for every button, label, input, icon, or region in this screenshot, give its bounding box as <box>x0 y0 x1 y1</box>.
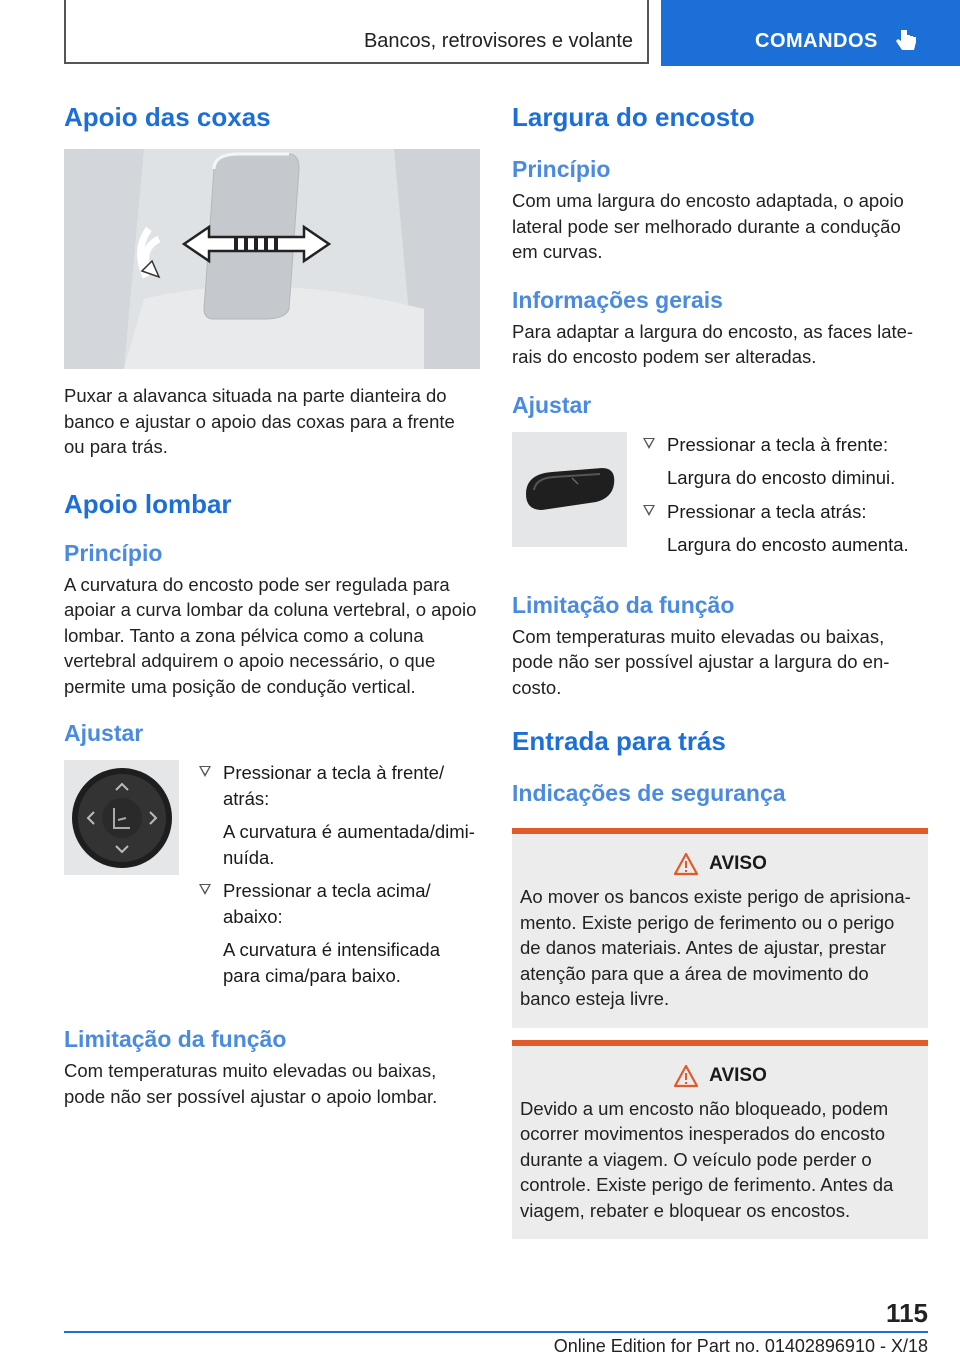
page-number: 115 <box>886 1298 928 1328</box>
width-switch-illustration <box>512 432 627 547</box>
heading-lumbar-adjust: Ajustar <box>64 720 144 746</box>
pointing-hand-icon <box>893 26 921 54</box>
warning-box-2 <box>512 1040 928 1240</box>
warning-text-2: Devido a um encosto não bloqueado, podem ocorrer movimentos inesperados do encosto durante a viagem. O veículo pode perder o controle. Existe perigo de ferimento. Antes da viagem, rebater e bloquear os encostos. <box>520 1097 894 1221</box>
header-chapter-label: COMANDOS <box>755 30 878 52</box>
header-section-box <box>64 0 649 64</box>
triangle-bullet-icon <box>199 766 211 777</box>
width-adjust-block <box>512 432 928 558</box>
warning-label: AVISO <box>709 853 767 874</box>
width-limitation-text: Com temperaturas muito elevadas ou baixas, pode não ser possível ajustar a largura do encosto. <box>512 625 890 698</box>
heading-general-info: Informações gerais <box>512 286 723 313</box>
width-switch-image <box>512 432 627 547</box>
lumbar-limitation-text: Com temperaturas muito elevadas ou baixas, pode não ser possível ajustar o apoio lombar. <box>64 1060 438 1107</box>
lumbar-switch-image <box>64 760 179 875</box>
warning-triangle-icon <box>673 852 699 876</box>
lumbar-bullet-2-result: A curvatura é intensificada para cima/para baixo. <box>223 939 440 986</box>
lumbar-switch-illustration <box>64 760 179 875</box>
heading-lumbar-limitation: Limitação da função <box>64 1026 287 1052</box>
warning-box-1 <box>512 828 928 1028</box>
header-chapter-tab[interactable] <box>661 0 960 66</box>
thigh-support-illustration <box>64 149 480 369</box>
heading-safety-notes: Indicações de segurança <box>512 780 786 806</box>
thigh-support-text: Puxar a alavanca situada na parte dianteira do banco e ajustar o apoio das coxas para a frente ou para trás. <box>64 385 455 457</box>
header-section-title: Bancos, retrovisores e volante <box>363 30 633 52</box>
heading-lumbar-support: Apoio lombar <box>64 488 232 519</box>
width-principle-text: Com uma largura do encosto adaptada, o apoio lateral pode ser melhorado durante a condução em curvas. <box>512 190 904 262</box>
heading-width-limitation: Limitação da função <box>512 591 735 618</box>
footer-edition: Online Edition for Part no. 01402896910 - X/18 <box>553 1336 928 1356</box>
heading-lumbar-principle: Princípio <box>64 539 163 566</box>
warning-text-1: Ao mover os bancos existe perigo de aprisionamento. Existe perigo de ferimento ou o perigo de danos materiais. Antes de ajustar, prestar atenção para que a área de movimento do banco esteja livre. <box>520 886 911 1009</box>
footer-divider <box>64 1331 928 1333</box>
heading-thigh-support: Apoio das coxas <box>64 102 271 132</box>
heading-width-principle: Princípio <box>512 156 611 182</box>
lumbar-bullet-2: Pressionar a tecla acima/ abaixo: <box>197 878 480 929</box>
lumbar-bullet-1: Pressionar a tecla à frente/ atrás: <box>197 760 480 811</box>
width-bullet-1: Pressionar a tecla à frente: <box>641 432 928 458</box>
heading-backrest-width: Largura do encosto <box>512 102 755 132</box>
general-info-text: Para adaptar a largura do encosto, as faces laterais do encosto podem ser alteradas. <box>512 320 914 367</box>
width-bullet-2-result: Largura do encosto aumenta. <box>667 534 909 555</box>
lumbar-bullet-1-result: A curvatura é aumentada/diminuída. <box>223 821 475 868</box>
width-bullet-2: Pressionar a tecla atrás: <box>641 499 928 525</box>
width-bullet-1-result: Largura do encosto diminui. <box>667 467 896 488</box>
heading-rear-entry: Entrada para trás <box>512 726 726 756</box>
right-column <box>512 100 928 1239</box>
lumbar-principle-text: A curvatura do encosto pode ser regulada para apoiar a curva lombar da coluna vertebral, o apoio lombar. Tanto a zona pélvica como a coluna vertebral adquirem o apoio necessário, o que permite uma posição de condução vertical. <box>64 573 477 697</box>
triangle-bullet-icon <box>643 505 655 516</box>
warning-triangle-icon <box>673 1064 699 1088</box>
triangle-bullet-icon <box>643 438 655 449</box>
left-column <box>64 100 480 1109</box>
warning-label: AVISO <box>709 1064 767 1086</box>
triangle-bullet-icon <box>199 884 211 895</box>
lumbar-adjust-block <box>64 760 480 988</box>
heading-width-adjust: Ajustar <box>512 391 592 418</box>
seat-lever-image <box>64 149 480 369</box>
